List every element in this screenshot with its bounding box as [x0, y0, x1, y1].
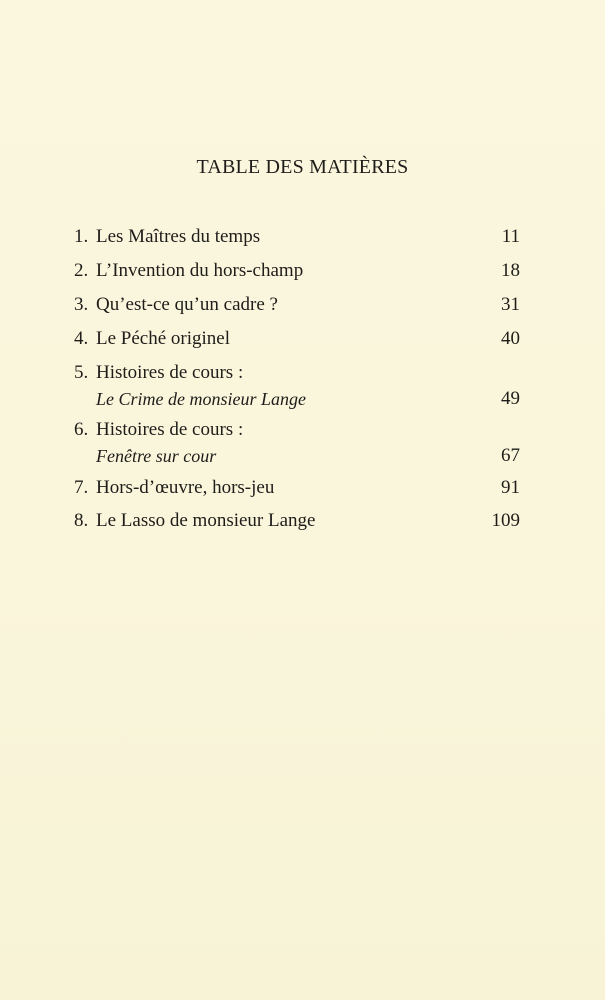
toc-entry — [74, 475, 520, 501]
toc-entry-number: 2. — [74, 260, 89, 281]
toc-entry — [74, 258, 520, 284]
toc-entry — [74, 326, 520, 352]
toc-entry-subtitle: Fenêtre sur cour — [96, 446, 217, 466]
toc-entry-page: 11 — [501, 226, 520, 247]
toc-entry — [74, 508, 520, 534]
toc-entry-title: Le Péché originel — [96, 328, 231, 349]
toc-entry-page: 49 — [501, 388, 520, 409]
toc-entry-subtitle: Le Crime de monsieur Lange — [96, 389, 306, 409]
toc-entry-title: Qu’est-ce qu’un cadre ? — [96, 294, 278, 315]
toc-entry-number: 6. — [74, 419, 89, 440]
toc-entry-page: 67 — [501, 445, 520, 466]
toc-entry-title: Hors-d’œuvre, hors-jeu — [96, 477, 275, 498]
toc-entry-title: L’Invention du hors-champ — [96, 260, 304, 281]
toc-entry-title: Les Maîtres du temps — [96, 226, 261, 247]
toc-entry — [74, 360, 520, 412]
toc-entry-title-block — [96, 360, 480, 412]
toc-entry-number: 8. — [74, 510, 89, 531]
page-title: TABLE DES MATIÈRES — [196, 156, 409, 178]
toc-entry-number: 3. — [74, 294, 89, 315]
toc-entry-number: 4. — [74, 328, 89, 349]
toc-entry-number: 5. — [74, 362, 89, 383]
toc-entry-page: 40 — [501, 328, 520, 349]
toc-entry — [74, 417, 520, 469]
toc-entry — [74, 224, 520, 250]
toc-entry-title: Le Lasso de monsieur Lange — [96, 510, 316, 531]
toc-entry-number: 1. — [74, 226, 89, 247]
toc-entry-page: 91 — [501, 477, 520, 498]
toc-entry-number: 7. — [74, 477, 89, 498]
toc-entry-title: Histoires de cours : — [96, 362, 244, 383]
toc-entry-title: Histoires de cours : — [96, 419, 244, 440]
toc-entry-title-block — [96, 417, 480, 469]
toc-entry — [74, 292, 520, 318]
toc-entry-page: 18 — [501, 260, 520, 281]
toc-entry-page: 31 — [501, 294, 520, 315]
toc-entry-page: 109 — [491, 510, 520, 531]
